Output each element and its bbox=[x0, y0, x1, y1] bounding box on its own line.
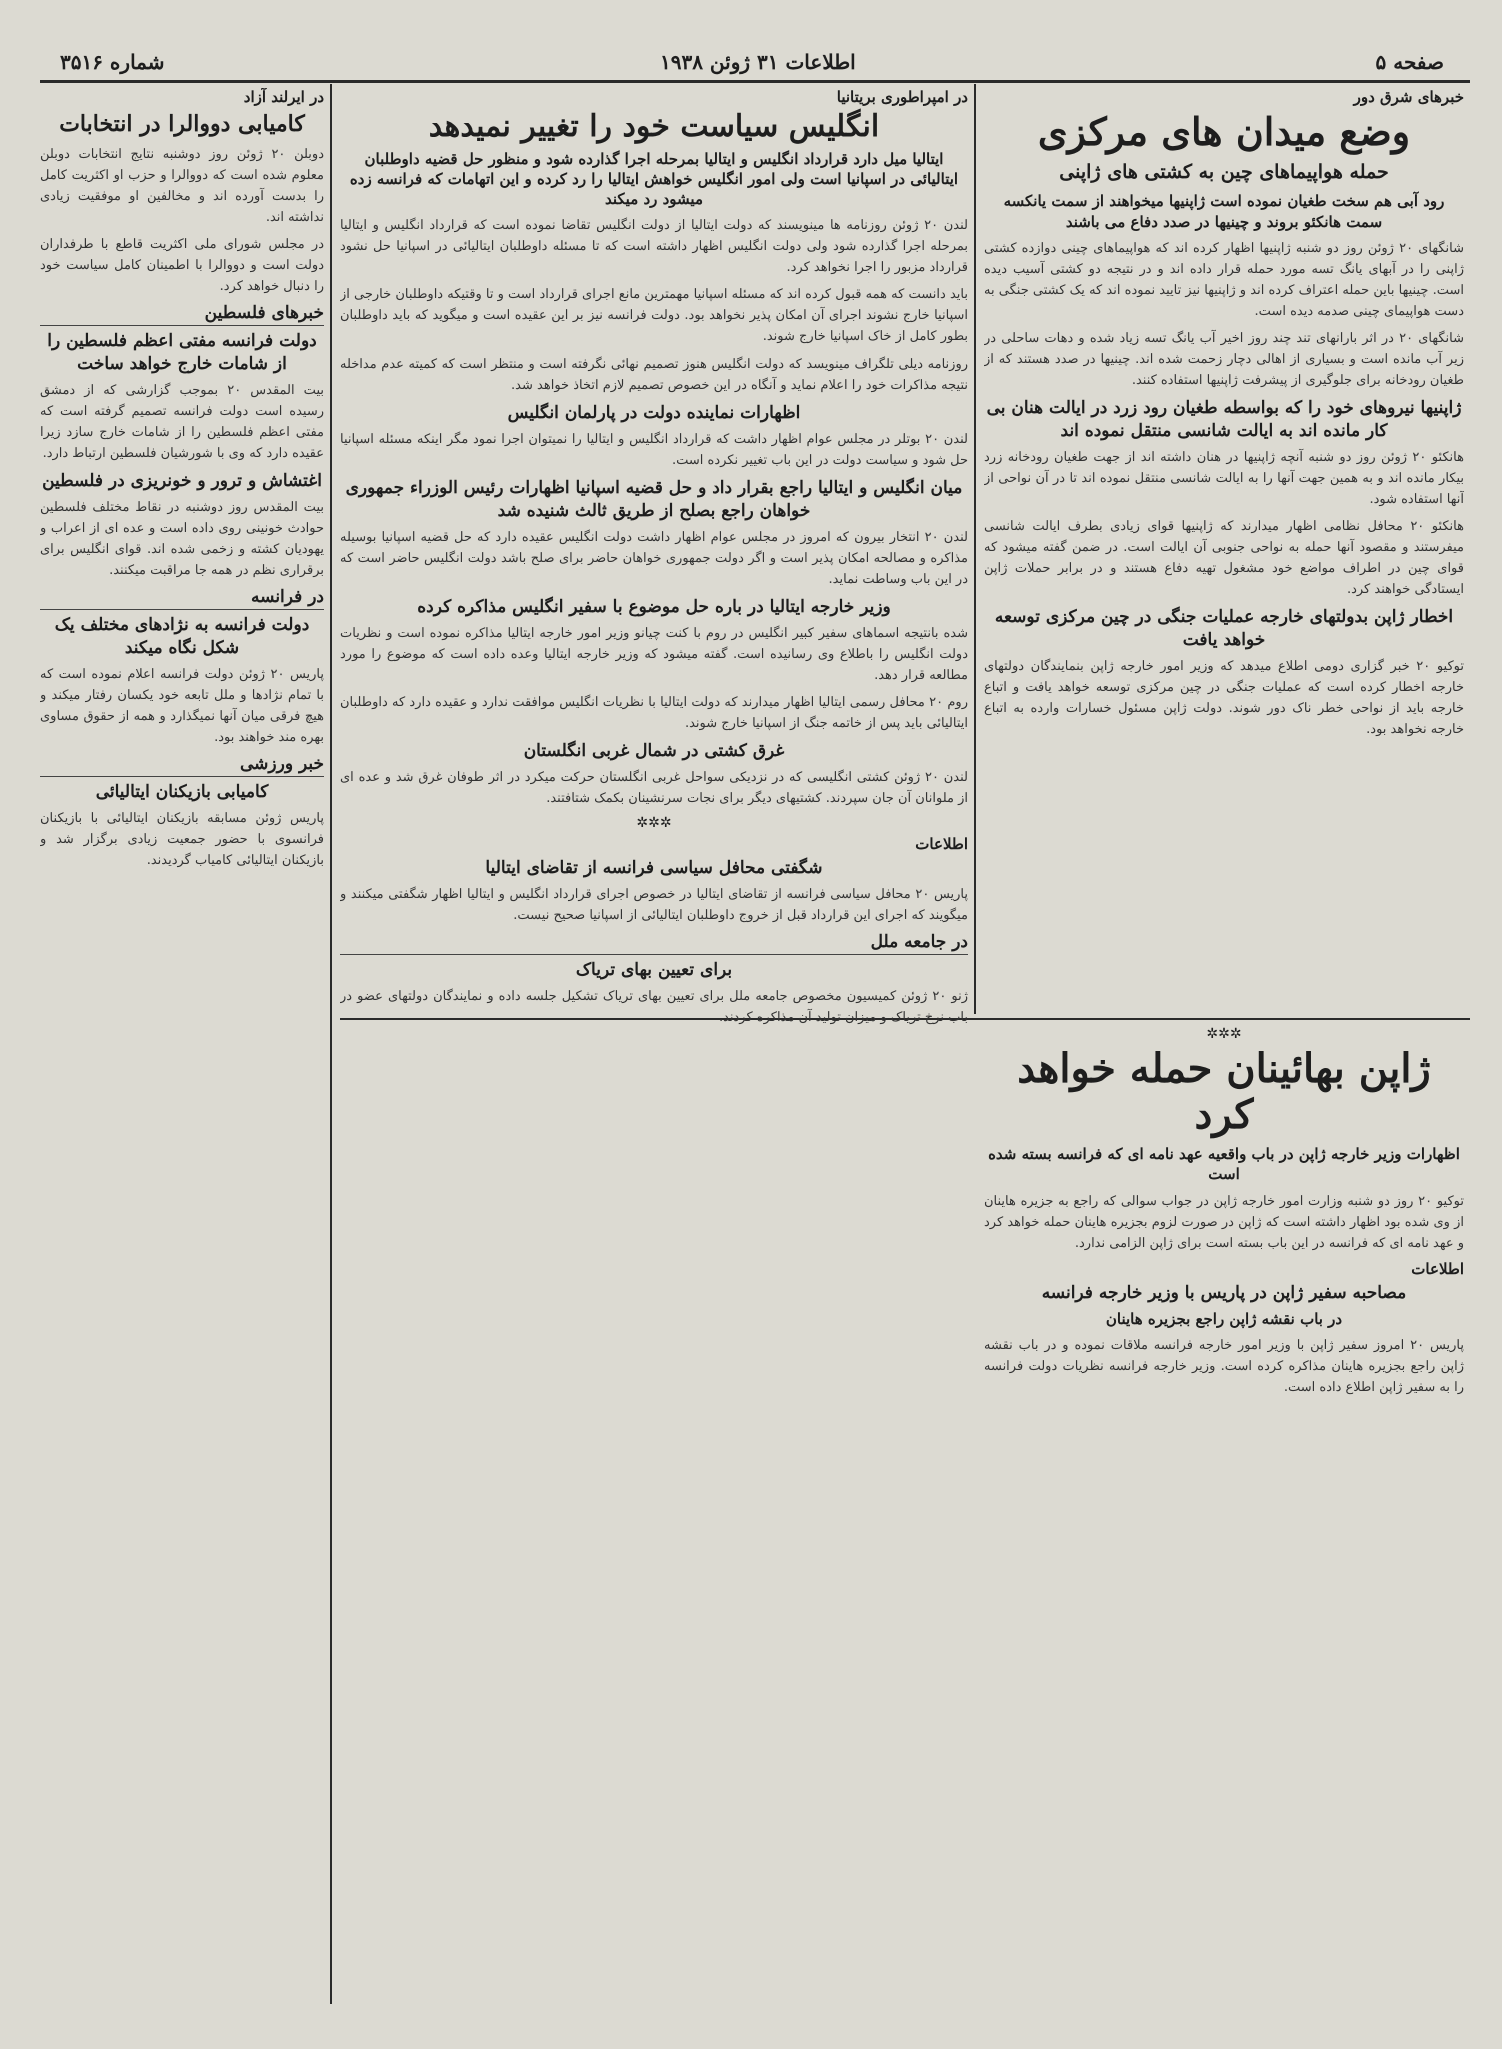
column-rule-right bbox=[974, 84, 976, 1014]
story-headline: اظهارات نماینده دولت در پارلمان انگلیس bbox=[507, 402, 801, 423]
section-label: در فرانسه bbox=[40, 587, 324, 610]
article-body: توکیو ۲۰ خبر گزاری دومی اطلاع میدهد که وزیر امور خارجه ژاپن بنمایندگان دولتهای خارجه اخطار کرده است که عملیات جنگی در چین مرکزی توسعه خواهد یافت و اتباع خارجه باید از نواحی خطر ناک دور شوند. دولت ژاپن مسئول خسارات وارده به اتباع خارجه نخواهد بود. bbox=[984, 659, 1464, 738]
star-ornament: ✲✲✲ bbox=[636, 814, 672, 831]
story-headline: ژاپنیها نیروهای خود را که بواسطه طغیان رود زرد در ایالت هنان بی کار مانده اند به ایالت شانسی منتقل نموده اند bbox=[986, 398, 1462, 442]
article-body: هانکئو ۲۰ محافل نظامی اظهار میدارند که ژاپنیها قوای زیادی بطرف ایالت شانسی میفرستند و مقصود آنها حمله به نواحی جنوبی آن ایالت است. در ضمن گفته میشود که قوای چین در اطراف مواضع خود مشغول تهیه دفاع هستند و در برابر حملات ژاپن ایستادگی خواهند کرد. bbox=[984, 519, 1464, 598]
story-headline: اخطار ژاپن بدولتهای خارجه عملیات جنگی در چین مرکزی توسعه خواهد یافت bbox=[994, 607, 1454, 651]
ireland-column bbox=[40, 88, 324, 2013]
page-number: صفحه ۵ bbox=[1375, 50, 1444, 74]
lead-headline: کامیابی دووالرا در انتخابات bbox=[59, 111, 305, 137]
article-body: روم ۲۰ محافل رسمی ایتالیا اظهار میدارند که دولت ایتالیا با نظریات انگلیس موافقت ندارد و عقیده دارد که داوطلبان ایتالیائی باید پس از خاتمه جنگ از اسپانیا خارج شوند. bbox=[340, 694, 968, 731]
story-headline: شگفتی محافل سیاسی فرانسه از تقاضای ایتالیا bbox=[485, 857, 823, 878]
far-east-column bbox=[984, 88, 1464, 1013]
story-headline: مصاحبه سفیر ژاپن در پاریس با وزیر خارجه فرانسه bbox=[1041, 1282, 1407, 1303]
section-kicker: در ایرلند آزاد bbox=[243, 88, 324, 106]
section-label: خبر ورزشی bbox=[40, 754, 324, 777]
story-headline: غرق کشتی در شمال غربی انگلستان bbox=[523, 740, 785, 761]
article-body: پاریس ۲۰ امروز سفیر ژاپن با وزیر امور خارجه فرانسه ملاقات نموده و در باب نقشه ژاپن راجع بجزیره هاینان مذاکره کرده است. وزیر خارجه فرانسه نظریات دولت فرانسه را به سفیر ژاپن اطلاع داده است. bbox=[984, 1337, 1464, 1395]
article-body: روزنامه دیلی تلگراف مینویسد که دولت انگلیس هنوز تصمیم نهائی نگرفته است و منتظر است که کمیته عدم مداخله نتیجه مذاکرات خود را اعلام نماید و آنگاه در این خصوص تصمیم لازم اتخاذ خواهد شد. bbox=[340, 356, 968, 393]
lead-subhead: اظهارات وزیر خارجه ژاپن در باب واقعیه عهد نامه ای که فرانسه بسته شده است bbox=[988, 1145, 1460, 1184]
lead-headline: انگلیس سیاست خود را تغییر نمیدهد bbox=[428, 109, 880, 144]
lead-headline: ژاپن بهائینان حمله خواهد کرد bbox=[1017, 1045, 1431, 1138]
article-body: لندن ۲۰ ژوئن روزنامه ها مینویسند که دولت ایتالیا از دولت انگلیس تقاضا نموده است که قرارداد انگلیس و ایتالیا بمرحله اجرا گذارده شود ولی دولت انگلیس اظهار داشته است که تا مسئله داوطلبان ایتالیائی در اسپانیا حل نشود قرارداد مزبور را اجرا نخواهد کرد. bbox=[340, 218, 968, 276]
star-ornament: ✲✲✲ bbox=[1206, 1026, 1242, 1042]
article-body: دوبلن ۲۰ ژوئن روز دوشنبه نتایج انتخابات دوبلن معلوم شده است که دووالرا و حزب او اکثریت کامل را بدست آورده اند و مخالفین او موفقیت زیادی نداشته اند. bbox=[40, 146, 324, 225]
japan-hainan-section bbox=[984, 1022, 1464, 2012]
story-headline: کامیابی بازیکنان ایتالیائی bbox=[95, 782, 269, 803]
article-body: پاریس ۲۰ ژوئن دولت فرانسه اعلام نموده است که با تمام نژادها و ملل تابعه خود یکسان رفتار میکند و هیچ فرقی میان آنها نمیگذارد و همه از حقوق مساوی بهره مند خواهند بود. bbox=[40, 667, 324, 746]
section-label: در جامعه ملل bbox=[340, 932, 968, 955]
article-body: لندن ۲۰ ژوئن کشتی انگلیسی که در نزدیکی سواحل غربی انگلستان حرکت میکرد در اثر طوفان غرق شد و عده ای از ملوانان آن جان سپردند. کشتیهای دیگر برای نجات سرنشینان بکمک شتافتند. bbox=[340, 769, 968, 806]
info-box-title: اطلاعات bbox=[915, 834, 968, 853]
story-headline: دولت فرانسه مفتی اعظم فلسطین را از شامات خارج خواهد ساخت bbox=[47, 331, 317, 374]
column-rule-left bbox=[330, 84, 332, 2004]
story-headline: میان انگلیس و ایتالیا راجع بقرار داد و حل قضیه اسپانیا اظهارات رئیس الوزراء جمهوری خواهان راجع بصلح از طریق ثالث شنیده شد bbox=[345, 477, 963, 521]
section-kicker: خبرهای شرق دور bbox=[1353, 88, 1464, 106]
article-body: بیت المقدس روز دوشنبه در نقاط مختلف فلسطین حوادث خونینی روی داده است و عده ای از اعراب و یهودیان کشته و زخمی شده اند. قوای انگلیس برای برقراری نظم در همه جا مراقبت میکنند. bbox=[40, 500, 324, 579]
story-headline: وزیر خارجه ایتالیا در باره حل موضوع با سفیر انگلیس مذاکره کرده bbox=[417, 596, 891, 617]
story-headline: اغتشاش و ترور و خونریزی در فلسطین bbox=[42, 471, 322, 492]
issue-number: شماره ۳۵۱۶ bbox=[60, 50, 165, 74]
dateline: اطلاعات ۳۱ ژوئن ۱۹۳۸ bbox=[660, 50, 856, 74]
article-body: ژنو ۲۰ ژوئن کمیسیون مخصوص جامعه ملل برای تعیین بهای تریاک تشکیل جلسه داده و نمایندگان دولتهای عضو در باب نرخ تریاک و میزان تولید آن مذاکره کردند. bbox=[340, 988, 968, 1025]
section-label: خبرهای فلسطین bbox=[40, 303, 324, 326]
article-body: پاریس ژوئن مسابقه بازیکنان ایتالیائی با بازیکنان فرانسوی با حضور جمعیت زیادی برگزار شد و بازیکنان ایتالیائی کامیاب گردیدند. bbox=[40, 811, 324, 869]
britain-column bbox=[340, 88, 968, 2013]
info-box-title: اطلاعات bbox=[1411, 1259, 1464, 1278]
article-body: باید دانست که همه قبول کرده اند که مسئله اسپانیا مهمترین مانع اجرای قرارداد است و تا وقتیکه داوطلبان خارجی از اسپانیا خارج نشوند اجرای آن امکان پذیر نخواهد بود. دولت فرانسه نیز بر این عقیده است و میگوید که باید داوطلبان بطور کامل از خاک اسپانیا خارج شوند. bbox=[340, 287, 968, 345]
article-body: لندن ۲۰ انتخار بیرون که امروز در مجلس عوام اظهار داشت دولت انگلیس عقیده دارد که حل قضیه اسپانیا بوسیله مذاکره و مصالحه امکان پذیر است و اگر دولت جمهوری خواهان حاضر برای صلح باشد دولت انگلیس حاضر است که در این باب وساطت نماید. bbox=[340, 529, 968, 587]
lead-headline: وضع میدان های مرکزی bbox=[1037, 109, 1411, 154]
story-subhead: در باب نقشه ژاپن راجع بجزیره هاینان bbox=[1105, 1309, 1343, 1328]
section-kicker: در امپراطوری بریتانیا bbox=[836, 88, 968, 106]
article-body: پاریس ۲۰ محافل سیاسی فرانسه از تقاضای ایتالیا در خصوص اجرای قرارداد انگلیس و ایتالیا اظهار شگفتی میکنند و میگویند که اجرای این قرارداد قبل از خروج داوطلبان ایتالیائی از اسپانیا صحیح نیست. bbox=[340, 886, 968, 923]
article-body: بیت المقدس ۲۰ بموجب گزارشی که از دمشق رسیده است دولت فرانسه تصمیم گرفته است که مفتی اعظم فلسطین را از شامات خارج سازد زیرا عقیده دارد که وی با شورشیان فلسطین ارتباط دارد. bbox=[40, 382, 324, 462]
lead-subhead: ایتالیا میل دارد قرارداد انگلیس و ایتالیا بمرحله اجرا گذارده شود و منظور حل قضیه داوطلبان ایتالیائی در اسپانیا است ولی امور انگلیس خواهش ایتالیا را رد کرده و این اتهامات که فرانسه زده میشود رد میکند bbox=[349, 149, 959, 208]
article-body: لندن ۲۰ بوتلر در مجلس عوام اظهار داشت که قرارداد انگلیس و ایتالیا را نمیتوان اجرا نمود مگر اینکه مسئله اسپانیا حل شود و سیاست دولت در این باب تغییر نکرده است. bbox=[340, 431, 968, 468]
lead-subhead: حمله هواپیماهای چین به کشتی های ژاپنی bbox=[1059, 160, 1389, 183]
lead-subhead-2: رود آبی هم سخت طغیان نموده است ژاپنیها میخواهند از سمت یانکسه سمت هانکئو بروند و چینیها در صدد دفاع می باشند bbox=[1003, 192, 1445, 231]
article-body: توکیو ۲۰ روز دو شنبه وزارت امور خارجه ژاپن در جواب سوالی که راجع به جزیره هاینان از وی شده بود اظهار داشته است که ژاپن در صورت لزوم بجزیره هاینان حمله خواهد کرد و عهد نامه ای که فرانسه در این باب بسته است برای ژاپن الزامی ندارد. bbox=[984, 1193, 1464, 1251]
story-headline: برای تعیین بهای تریاک bbox=[575, 959, 733, 980]
story-headline: دولت فرانسه به نژادهای مختلف یک شکل نگاه میکند bbox=[54, 615, 310, 659]
article-body: شانگهای ۲۰ ژوئن روز دو شنبه ژاپنیها اظهار کرده اند که هواپیماهای چینی دوازده کشتی ژاپنی را در آبهای یانگ تسه مورد حمله قرار داده اند و در نتیجه دو کشتی آسیب دیده است. چینیها باین حمله اعتراف کرده اند و ژاپنیها نیز تایید نموده اند که یک کشتی جنگی به دست هواپیمای چینی صدمه دیده است. bbox=[984, 240, 1464, 319]
article-body: شانگهای ۲۰ در اثر بارانهای تند چند روز اخیر آب یانگ تسه زیاد شده و دهات ساحلی در زیر آب مانده است و بسیاری از اهالی دچار زحمت شده اند. چینیها در صدد هستند که از طغیان رودخانه برای جلوگیری از پیشرفت ژاپنیها استفاده کنند. bbox=[984, 331, 1464, 389]
article-body: شده بانتیجه اسماهای سفیر کبیر انگلیس در روم با کنت چیانو وزیر امور خارجه ایتالیا مذاکره نموده است و نظریات دولت انگلیس را باطلاع وی رسانیده است. گفته میشود که وزیر خارجه ایتالیا وعده داده است که موضوع را مورد مطالعه قرار دهد. bbox=[340, 625, 968, 683]
masthead-rule bbox=[40, 80, 1470, 83]
article-body: در مجلس شورای ملی اکثریت قاطع با طرفداران دولت است و دووالرا با اطمینان کامل سیاست خود را دنبال خواهد کرد. bbox=[40, 236, 324, 294]
article-body: هانکئو ۲۰ ژوئن روز دو شنبه آنچه ژاپنیها در هنان داشته اند از جهت طغیان رودخانه زرد بیکار مانده اند و به همین جهت آنها را به ایالت شانسی منتقل نموده اند تا در آن نواحی از آنها استفاده شود. bbox=[984, 450, 1464, 508]
